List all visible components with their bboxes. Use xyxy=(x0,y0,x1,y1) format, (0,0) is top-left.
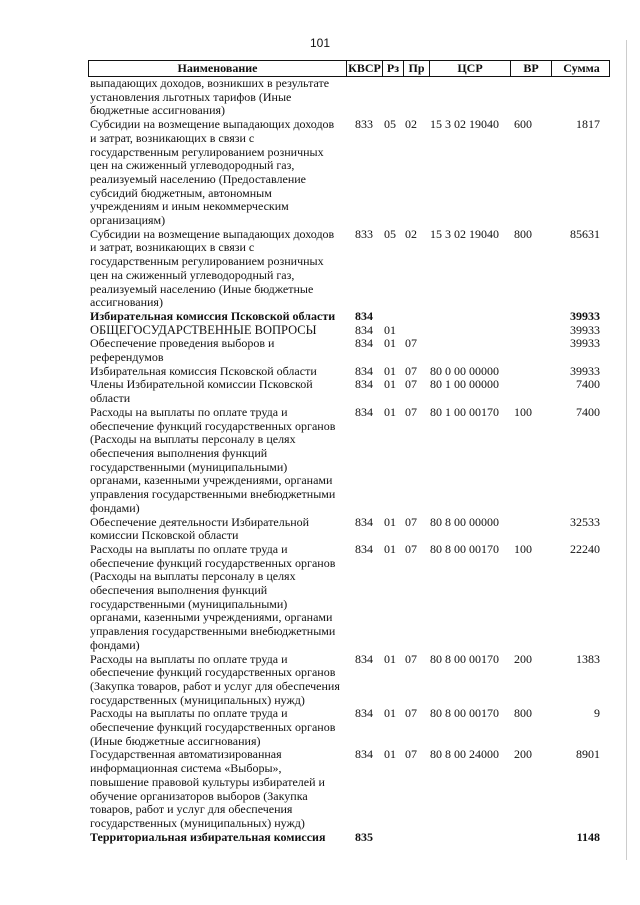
cell-pr: 02 xyxy=(405,226,417,241)
header-pr: Пр xyxy=(403,61,429,76)
cell-vr: 200 xyxy=(514,651,532,666)
cell-rz: 01 xyxy=(384,363,396,378)
table-row xyxy=(88,543,610,653)
cell-csr: 15 3 02 19040 xyxy=(430,117,499,132)
cell-pr: 07 xyxy=(405,404,417,419)
cell-name: Расходы на выплаты по оплате труда и обеспечение функций государственных органов (Закупка товаров, работ и услуг для обеспечения государственных (муниципальных) нужд) xyxy=(90,651,340,707)
table-row xyxy=(88,324,610,338)
cell-name: Обеспечение проведения выборов и референдумов xyxy=(90,336,275,365)
cell-rz: 01 xyxy=(384,514,396,529)
cell-name: Государственная автоматизированная информационная система «Выборы», повышение правовой культуры избирателей и обучение организаторов выборов (Закупка товаров, работ и услуг для обеспечения государственных (муниципальных) нужд) xyxy=(90,747,325,830)
cell-vr: 100 xyxy=(514,404,532,419)
cell-rz: 01 xyxy=(384,651,396,666)
cell-kvsr: 834 xyxy=(355,514,373,529)
cell-sum: 39933 xyxy=(570,308,600,323)
cell-pr xyxy=(402,77,428,118)
cell-csr xyxy=(428,324,509,338)
cell-sum: 32533 xyxy=(570,514,600,529)
cell-kvsr: 833 xyxy=(355,117,373,132)
cell-rz: 01 xyxy=(384,747,396,762)
cell-sum: 1383 xyxy=(576,651,600,666)
cell-kvsr: 834 xyxy=(355,322,373,337)
cell-csr: 80 1 00 00170 xyxy=(430,404,499,419)
cell-rz: 01 xyxy=(384,336,396,351)
cell-pr xyxy=(402,831,428,845)
cell-csr xyxy=(428,337,509,364)
cell-name: Субсидии на возмещение выпадающих доходов и затрат, возникающих в связи с государственным регулированием розничных цен на сжиженный углеводородный газ, реализуемый населению (Иные бюджетные ассигнования) xyxy=(90,226,335,310)
cell-vr xyxy=(509,831,550,845)
table-row xyxy=(88,378,610,405)
cell-pr: 02 xyxy=(405,117,417,132)
cell-sum: 1817 xyxy=(576,117,600,132)
header-sum: Сумма xyxy=(551,61,611,76)
cell-pr xyxy=(402,324,428,338)
cell-vr xyxy=(509,516,550,543)
cell-vr xyxy=(509,337,550,364)
cell-csr: 15 3 02 19040 xyxy=(430,226,499,241)
cell-csr: 80 8 00 24000 xyxy=(430,747,499,762)
cell-sum: 39933 xyxy=(570,322,600,337)
cell-rz xyxy=(381,831,402,845)
cell-csr: 80 0 00 00000 xyxy=(430,363,499,378)
cell-csr: 80 1 00 00000 xyxy=(430,377,499,392)
cell-csr: 80 8 00 00170 xyxy=(430,651,499,666)
cell-vr: 200 xyxy=(514,747,532,762)
cell-kvsr: 834 xyxy=(355,747,373,762)
cell-kvsr: 833 xyxy=(355,226,373,241)
cell-kvsr xyxy=(345,77,381,118)
cell-sum: 85631 xyxy=(570,226,600,241)
cell-pr: 07 xyxy=(405,514,417,529)
cell-sum xyxy=(550,77,610,118)
cell-rz: 01 xyxy=(384,706,396,721)
cell-rz: 01 xyxy=(384,404,396,419)
cell-vr: 100 xyxy=(514,541,532,556)
header-kvsr: КВСР xyxy=(346,61,382,76)
cell-rz xyxy=(381,310,402,324)
cell-kvsr: 834 xyxy=(355,651,373,666)
cell-name: Избирательная комиссия Псковской области xyxy=(90,308,336,323)
cell-vr: 800 xyxy=(514,226,532,241)
cell-csr xyxy=(428,310,509,324)
page-number: 101 xyxy=(309,36,331,50)
table-row xyxy=(88,653,610,708)
cell-vr: 600 xyxy=(514,117,532,132)
cell-vr xyxy=(509,310,550,324)
table-header xyxy=(88,60,610,77)
cell-kvsr: 834 xyxy=(355,377,373,392)
cell-pr: 07 xyxy=(405,651,417,666)
cell-rz: 01 xyxy=(384,322,396,337)
cell-csr xyxy=(428,77,509,118)
table-row xyxy=(88,228,610,310)
cell-rz: 05 xyxy=(384,226,396,241)
cell-pr: 07 xyxy=(405,363,417,378)
cell-pr: 07 xyxy=(405,541,417,556)
cell-kvsr: 834 xyxy=(355,404,373,419)
cell-pr: 07 xyxy=(405,706,417,721)
cell-name: ОБЩЕГОСУДАРСТВЕННЫЕ ВОПРОСЫ xyxy=(90,322,317,337)
cell-kvsr: 834 xyxy=(355,363,373,378)
cell-sum: 8901 xyxy=(576,747,600,762)
cell-sum: 22240 xyxy=(570,541,600,556)
cell-name: Субсидии на возмещение выпадающих доходов и затрат, возникающих в связи с государственным регулированием розничных цен на сжиженный углеводородный газ, реализуемый населению (Предоставление субсидий бюджетным, автономным учреждениям и иным некоммерческим организациям) xyxy=(90,117,335,228)
cell-rz xyxy=(381,77,402,118)
header-vr: ВР xyxy=(510,61,551,76)
header-name: Наименование xyxy=(177,61,258,75)
cell-sum: 39933 xyxy=(570,336,600,351)
cell-name: Расходы на выплаты по оплате труда и обеспечение функций государственных органов (Расходы на выплаты персоналу в целях обеспечения выполнения функций государственными (муниципальными) органами, казенными учреждениями, органами управления государственными внебюджетными фондами) xyxy=(90,404,336,515)
cell-kvsr: 835 xyxy=(355,829,373,844)
table-row xyxy=(88,365,610,379)
cell-pr: 07 xyxy=(405,377,417,392)
scan-edge-mark xyxy=(626,40,627,860)
cell-name: выпадающих доходов, возникших в результате установления льготных тарифов (Иные бюджетные ассигнования) xyxy=(90,76,330,118)
cell-name: Члены Избирательной комиссии Псковской области xyxy=(90,377,313,406)
table-body xyxy=(88,77,610,844)
cell-rz: 01 xyxy=(384,541,396,556)
cell-vr xyxy=(509,324,550,338)
cell-name: Расходы на выплаты по оплате труда и обеспечение функций государственных органов (Иные бюджетные ассигнования) xyxy=(90,706,336,748)
cell-csr: 80 8 00 00170 xyxy=(430,706,499,721)
cell-vr xyxy=(509,77,550,118)
header-rz: Рз xyxy=(382,61,403,76)
cell-vr xyxy=(509,378,550,405)
cell-pr: 07 xyxy=(405,336,417,351)
cell-kvsr: 834 xyxy=(355,541,373,556)
budget-table xyxy=(88,60,610,844)
cell-vr xyxy=(509,365,550,379)
cell-sum: 9 xyxy=(594,706,600,721)
table-row xyxy=(88,406,610,516)
cell-name: Обеспечение деятельности Избирательной комиссии Псковской области xyxy=(90,514,310,543)
cell-vr: 800 xyxy=(514,706,532,721)
cell-pr xyxy=(402,310,428,324)
table-row xyxy=(88,707,610,748)
table-row xyxy=(88,516,610,543)
table-row xyxy=(88,831,610,845)
table-row xyxy=(88,748,610,830)
cell-kvsr: 834 xyxy=(355,336,373,351)
cell-csr xyxy=(428,831,509,845)
cell-kvsr: 834 xyxy=(355,706,373,721)
cell-sum: 7400 xyxy=(576,377,600,392)
cell-csr: 80 8 00 00000 xyxy=(430,514,499,529)
cell-csr: 80 8 00 00170 xyxy=(430,541,499,556)
header-csr: ЦСР xyxy=(429,61,510,76)
cell-sum: 1148 xyxy=(576,829,600,844)
cell-rz: 01 xyxy=(384,377,396,392)
cell-name: Расходы на выплаты по оплате труда и обеспечение функций государственных органов (Расходы на выплаты персоналу в целях обеспечения выполнения функций государственными (муниципальными) органами, казенными учреждениями, органами управления государственными внебюджетными фондами) xyxy=(90,541,336,652)
cell-sum: 39933 xyxy=(570,363,600,378)
table-row xyxy=(88,310,610,324)
cell-rz: 05 xyxy=(384,117,396,132)
table-row xyxy=(88,118,610,228)
cell-name: Территориальная избирательная комиссия xyxy=(90,829,326,844)
table-row xyxy=(88,77,610,118)
cell-name: Избирательная комиссия Псковской области xyxy=(90,363,317,378)
cell-pr: 07 xyxy=(405,747,417,762)
cell-sum: 7400 xyxy=(576,404,600,419)
cell-kvsr: 834 xyxy=(355,308,373,323)
table-row xyxy=(88,337,610,364)
